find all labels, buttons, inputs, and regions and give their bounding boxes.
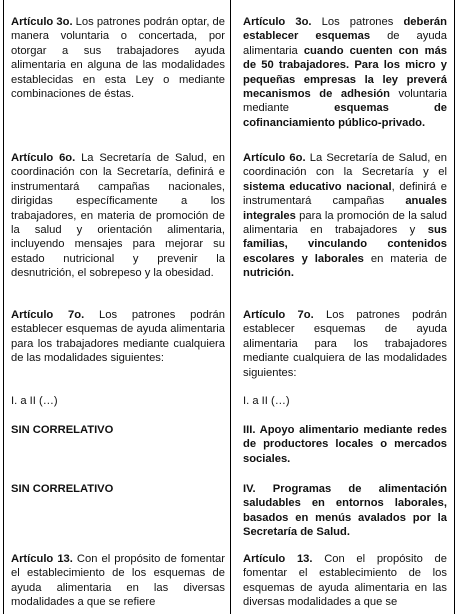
left-article-7: [11, 308, 225, 366]
left-no-correlative-2: SIN CORRELATIVO: [11, 483, 114, 495]
right-article-6: Artículo 6o. La Secretaría de Salud, en coordinación con la Secretaría y el sistema educativo nacional, definirá e instrumentará campañas anuales integrales para la promoción de la salud alimentaria en trabajadores y sus familias, vinculando contenidos escolares y laborales en materia de nutrición.: [243, 152, 447, 280]
left-article-3: [11, 15, 225, 101]
left-article-13-title: Artículo 13.: [11, 553, 73, 565]
right-fraction-3: III. Apoyo alimentario mediante redes de productores locales o mercados sociales.: [243, 424, 447, 465]
right-article-7-text: Los patrones podrán establecer esquemas de ayuda alimentaria para los trabajadores mediante cualquiera de las modalidades siguientes:: [243, 309, 447, 379]
right-article-7: [243, 308, 447, 380]
right-article-13-title: Artículo 13.: [243, 553, 313, 565]
left-article-3-title: Artículo 3o.: [11, 16, 73, 28]
left-article-6-title: Artículo 6o.: [11, 152, 76, 164]
right-article-3: Artículo 3o. Los patrones deberán establecer esquemas de ayuda alimentaria cuando cuenten con más de 50 trabajadores. Para los micro y pequeñas empresas la ley preverá mecanismos de adhesión voluntaria mediante esquemas de cofinanciamiento público-privado.: [243, 16, 447, 129]
right-fraction-4: IV. Programas de alimentación saludables en entornos laborales, basados en menús avalados por la Secretaría de Salud.: [243, 483, 447, 539]
right-article-13-text: Con el propósito de fomentar el establecimiento de los esquemas de ayuda alimentaria en las diversas modalidades a que se: [243, 553, 447, 609]
left-no-correlative-1: SIN CORRELATIVO: [11, 424, 114, 436]
left-fractions: I. a II (…): [11, 395, 58, 407]
right-article-7-title: Artículo 7o.: [243, 309, 314, 321]
right-article-13: [243, 552, 447, 616]
left-article-7-title: Artículo 7o.: [11, 309, 85, 321]
left-article-6: [11, 151, 225, 281]
left-article-6-text: La Secretaría de Salud, en coordinación con la Secretaría, definirá e instrumentará campañas nacionales, dirigidas específicamente a los trabajadores, en materia de promoción de la salud y orientación alimentaria, incluyendo mensajes para mejorar su estado nutricional y prevenir la desnutrición, el sobrepeso y la obesidad.: [11, 152, 225, 280]
left-article-13-text: Con el propósito de fomentar el establecimiento de los esquemas de ayuda alimentaria en las diversas modalidades a que se refiere: [11, 553, 225, 609]
left-article-3-text: Los patrones podrán optar, de manera voluntaria o concertada, por otorgar a sus trabajadores ayuda alimentaria en alguna de las modalidades establecidas en esta Ley o mediante combinaciones de éstas.: [11, 16, 225, 101]
right-fractions: I. a II (…): [243, 395, 290, 407]
column-divider: [230, 0, 231, 614]
left-article-7-text: Los patrones podrán establecer esquemas de ayuda alimentaria para los trabajadores mediante cualquiera de las modalidades siguientes:: [11, 309, 225, 365]
left-article-13: [11, 552, 225, 616]
